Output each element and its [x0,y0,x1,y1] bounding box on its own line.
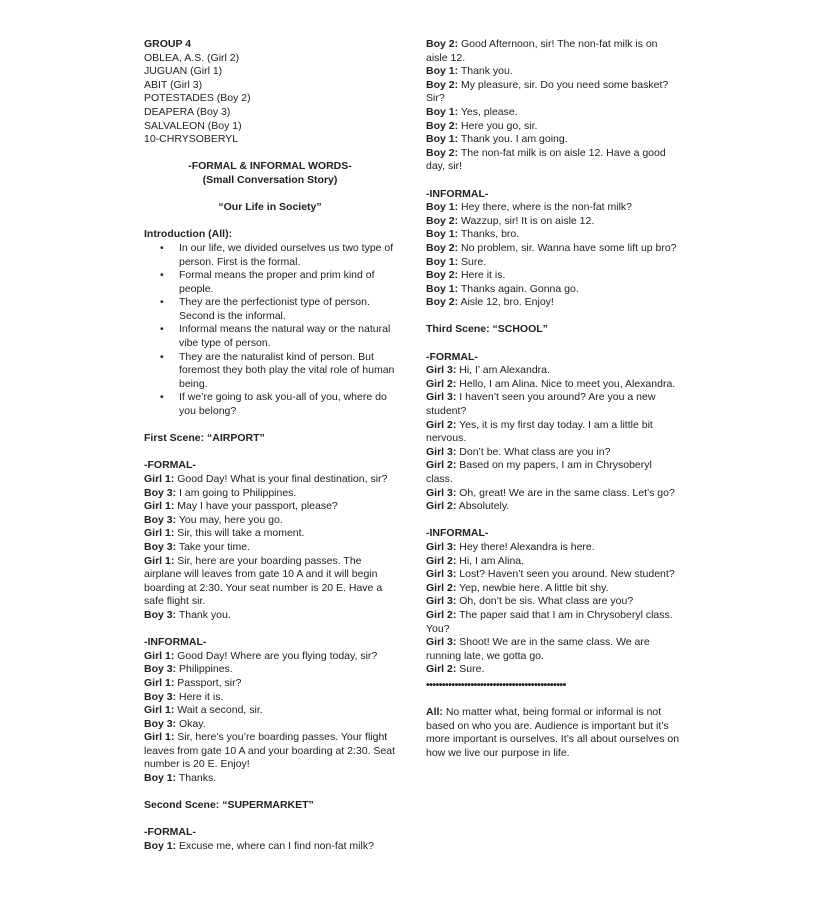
speaker-label: Boy 2: [426,146,459,159]
intro-bullet-text: They are the naturalist kind of person. But foremost they both play the vital role of human being. [179,350,395,390]
speaker-label: Boy 3: [144,663,177,676]
school-formal-label: -FORMAL- [426,350,478,363]
dialogue-line [426,242,680,256]
dialogue-text: Wait a second, sir. [177,704,263,717]
speaker-label: Boy 2: [426,296,459,309]
dialogue-text: Hey there, where is the non-fat milk? [461,201,633,214]
dialogue-line [426,459,680,486]
supermarket-formal-dialogue-cont [426,38,680,174]
speaker-label: Girl 2: [426,418,457,431]
speaker-label: Boy 1: [144,772,177,785]
dialogue-line [426,296,680,310]
speaker-label: Girl 1: [144,731,175,744]
dialogue-text: Don’t be. What class are you in? [459,445,611,458]
story-title: “Our Life in Society” [218,201,322,214]
speaker-label: Girl 1: [144,704,175,717]
dialogue-line [426,38,680,65]
speaker-label: Girl 2: [426,608,457,621]
speaker-label: Boy 2: [426,269,459,282]
closing-text: No matter what, being formal or informal is not based on who you are. Audience is important but it’s more important is ourselves. It’s all about ourselves on how we live our purpose in life. [426,706,680,759]
member-line: 10-CHRYSOBERYL [144,133,239,146]
dialogue-line [426,228,680,242]
dialogue-text: Based on my papers, I am in Chrysoberyl class. [426,459,652,485]
speaker-label: Girl 3: [426,636,457,649]
speaker-label: Girl 2: [426,581,457,594]
dialogue-text: Okay. [179,717,206,730]
dialogue-text: May I have your passport, please? [177,500,338,513]
dialogue-text: Passport, sir? [177,676,242,689]
dialogue-line [144,650,396,664]
intro-bullet-text: If we’re going to ask you-all of you, where do you belong? [179,391,387,418]
speaker-label: Girl 3: [426,595,457,608]
dialogue-text: Aisle 12, bro. Enjoy! [460,296,554,309]
speaker-label: Girl 1: [144,554,175,567]
speaker-label: Boy 1: [426,105,459,118]
dialogue-text: Hello, I am Alina. Nice to meet you, Alexandra. [459,377,676,390]
airport-formal-dialogue [144,473,396,623]
speaker-label: Girl 3: [426,540,457,553]
dialogue-text: Oh, great! We are in the same class. Let’s go? [459,486,675,499]
speaker-label: Boy 1: [426,228,459,241]
dialogue-text: Hi, I am Alina. [459,554,525,567]
speaker-label: Girl 1: [144,500,175,513]
dialogue-line [426,541,680,555]
dialogue-line [426,256,680,270]
dialogue-text: No problem, sir. Wanna have some lift up bro? [461,241,677,254]
speaker-label: Girl 3: [426,445,457,458]
speaker-label: Girl 3: [426,568,457,581]
member-line: DEAPERA (Boy 3) [144,105,231,118]
dialogue-text: Oh, don’t be sis. What class are you? [459,595,634,608]
intro-bullet-list [144,242,396,419]
speaker-label: Boy 1: [426,201,459,214]
speaker-label: Boy 2: [426,38,459,50]
airport-informal-dialogue [144,650,396,786]
speaker-label: Boy 3: [144,513,177,526]
dialogue-line [426,65,680,79]
dialogue-text: Here it is. [179,690,224,703]
speaker-label: Girl 2: [426,459,457,472]
dialogue-text: Hey there! Alexandra is here. [459,540,595,553]
dialogue-line [426,555,680,569]
dialogue-line [144,609,396,623]
school-informal-label: -INFORMAL- [426,527,489,540]
dialogue-line [426,133,680,147]
dialogue-text: Absolutely. [458,500,510,513]
speaker-label: Boy 3: [144,486,177,499]
dialogue-line [144,487,396,501]
bullet-icon: • [160,296,164,309]
speaker-label: Girl 3: [426,486,457,499]
speaker-label: Girl 1: [144,473,175,485]
dialogue-line [144,840,396,854]
dialogue-text: Thanks. [178,772,217,785]
dialogue-line [144,514,396,528]
dialogue-text: I am going to Philippines. [179,486,297,499]
intro-bullet [160,296,396,323]
right-column [426,38,680,760]
supermarket-formal-dialogue-start [144,840,396,854]
speaker-label: Girl 2: [426,500,457,513]
dialogue-text: Hi, I’ am Alexandra. [459,364,550,377]
speaker-label: Boy 1: [426,133,459,146]
dialogue-line [426,364,680,378]
dialogue-text: Thank you. [460,65,513,78]
dialogue-text: Thank you. [178,608,231,621]
dialogue-text: The non-fat milk is on aisle 12. Have a good day, sir! [426,146,666,173]
dialogue-text: Yes, it is my first day today. I am a little bit nervous. [426,418,653,445]
dialogue-line [426,79,680,106]
supermarket-informal-dialogue [426,201,680,310]
dialogue-line [144,527,396,541]
dialogue-line [426,582,680,596]
speaker-label: Boy 1: [426,255,459,268]
member-line: OBLEA, A.S. (Girl 2) [144,51,240,64]
scene-heading-school: Third Scene: “SCHOOL” [426,323,548,336]
speaker-label: Girl 1: [144,527,175,540]
dialogue-text: Sure. [459,663,485,676]
intro-heading: Introduction (All): [144,228,233,241]
speaker-label: Boy 1: [144,840,177,853]
speaker-label: Girl 2: [426,554,457,567]
dialogue-text: The paper said that I am in Chrysoberyl class. You? [426,608,673,635]
member-line: ABIT (Girl 3) [144,78,203,91]
dialogue-line [426,446,680,460]
dialogue-text: Sure. [461,255,487,268]
dialogue-line [144,500,396,514]
dialogue-line [426,595,680,609]
dialogue-text: Sir, this will take a moment. [177,527,305,540]
speaker-label: Girl 3: [426,364,457,377]
speaker-label: Boy 1: [426,65,459,78]
speaker-label: Boy 2: [426,241,459,254]
dialogue-line [144,691,396,705]
dialogue-line [426,636,680,663]
dialogue-line [426,500,680,514]
dialogue-line [144,772,396,786]
group-heading: GROUP 4 [144,38,192,50]
intro-bullet-text: Informal means the natural way or the natural vibe type of person. [179,323,391,350]
supermarket-formal-label: -FORMAL- [144,826,196,839]
dialogue-line [144,473,396,487]
dialogue-text: Take your time. [178,540,251,553]
member-line: JUGUAN (Girl 1) [144,65,223,78]
dialogue-text: Good Day! What is your final destination, sir? [177,473,388,485]
school-formal-dialogue [426,364,680,514]
dialogue-line [144,731,396,772]
dialogue-line [426,201,680,215]
member-line: SALVALEON (Boy 1) [144,119,242,132]
dialogue-line [144,541,396,555]
supermarket-informal-label: -INFORMAL- [426,187,489,200]
dialogue-text: Yes, please. [460,105,518,118]
speaker-label: Girl 2: [426,663,457,676]
dialogue-line [144,677,396,691]
closing-speaker: All: [426,706,443,719]
member-list [144,52,396,147]
speaker-label: Girl 3: [426,391,457,404]
member-line: POTESTADES (Boy 2) [144,92,251,105]
intro-bullet [160,350,396,392]
speaker-label: Boy 3: [144,690,177,703]
bullet-icon: • [160,350,164,363]
dialogue-line [144,704,396,718]
dialogue-text: Good Day! Where are you flying today, sir? [177,649,378,662]
dialogue-text: Here you go, sir. [461,119,538,132]
speaker-label: Boy 3: [144,540,177,553]
speaker-label: Boy 1: [426,282,459,295]
speaker-label: Girl 2: [426,377,457,390]
intro-bullet-text: They are the perfectionist type of person. Second is the informal. [179,296,370,322]
speaker-label: Boy 2: [426,119,459,132]
intro-bullet-text: Formal means the proper and prim kind of people. [179,269,375,295]
dialogue-line [144,663,396,677]
speaker-label: Boy 2: [426,78,459,91]
bullet-icon: • [160,323,164,336]
speaker-label: Boy 3: [144,608,177,621]
speaker-label: Girl 1: [144,676,175,689]
speaker-label: Boy 3: [144,717,177,730]
dialogue-text: Wazzup, sir! It is on aisle 12. [461,214,595,227]
left-column [144,38,396,854]
intro-bullet [160,269,396,296]
dialogue-text: You may, here you go. [178,513,283,526]
dialogue-line [144,718,396,732]
dialogue-line [426,378,680,392]
bullet-icon: • [160,241,164,254]
dialogue-text: Sir, here’s you’re boarding passes. Your flight leaves from gate 10 A and your boarding at 2:30. Seat number is 20 E. Enjoy! [144,731,396,771]
airport-formal-label: -FORMAL- [144,459,196,472]
speaker-label: Girl 1: [144,649,175,662]
dialogue-text: Thank you. I am going. [460,133,568,146]
scene-heading-supermarket: Second Scene: “SUPERMARKET” [144,799,314,812]
dialogue-line [426,120,680,134]
intro-bullet [160,391,396,418]
dialogue-line [426,419,680,446]
speaker-label: Boy 2: [426,214,459,227]
school-informal-dialogue [426,541,680,677]
dialogue-text: My pleasure, sir. Do you need some basket? Sir? [426,78,669,105]
dialogue-line [426,391,680,418]
dialogue-line [426,609,680,636]
dialogue-line [426,147,680,174]
intro-bullet [160,241,396,269]
dialogue-text: Yep, newbie here. A little bit shy. [459,581,609,594]
dialogue-text: Here it is. [461,269,506,282]
document-title: -FORMAL & INFORMAL WORDS- [188,160,352,173]
dialogue-line [426,283,680,297]
scene-heading-airport: First Scene: “AIRPORT” [144,432,265,445]
airport-informal-label: -INFORMAL- [144,636,207,649]
bullet-icon: • [160,391,164,404]
dialogue-text: Lost? Haven’t seen you around. New student? [459,568,675,581]
dialogue-line [426,106,680,120]
dialogue-line [426,568,680,582]
dialogue-line [426,215,680,229]
dialogue-line [426,663,680,677]
dialogue-line [144,555,396,609]
bullet-icon: • [160,269,164,282]
intro-bullet [160,323,396,350]
document-subtitle: (Small Conversation Story) [202,173,338,186]
dialogue-text: Sir, here are your boarding passes. The airplane will leaves from gate 10 A and it will begin boarding at 2:30. Your seat number is 20 E. Have a safe flight sir. [144,554,383,608]
intro-bullet-text: In our life, we divided ourselves us two type of person. First is the formal. [179,241,394,268]
dialogue-text: Philippines. [179,663,233,676]
separator-dots: •••••••••••••••••••••••••••••••••••••••••••• [426,678,566,691]
dialogue-text: Thanks, bro. [460,228,520,241]
closing-statement [426,706,680,760]
dialogue-line [426,487,680,501]
dialogue-text: Excuse me, where can I find non-fat milk? [179,840,374,853]
dialogue-text: I haven’t seen you around? Are you a new student? [426,391,656,418]
dialogue-text: Shoot! We are in the same class. We are running late, we gotta go. [426,636,650,662]
dialogue-text: Thanks again. Gonna go. [460,282,579,295]
dialogue-text: Good Afternoon, sir! The non-fat milk is on aisle 12. [426,38,658,64]
dialogue-line [426,269,680,283]
